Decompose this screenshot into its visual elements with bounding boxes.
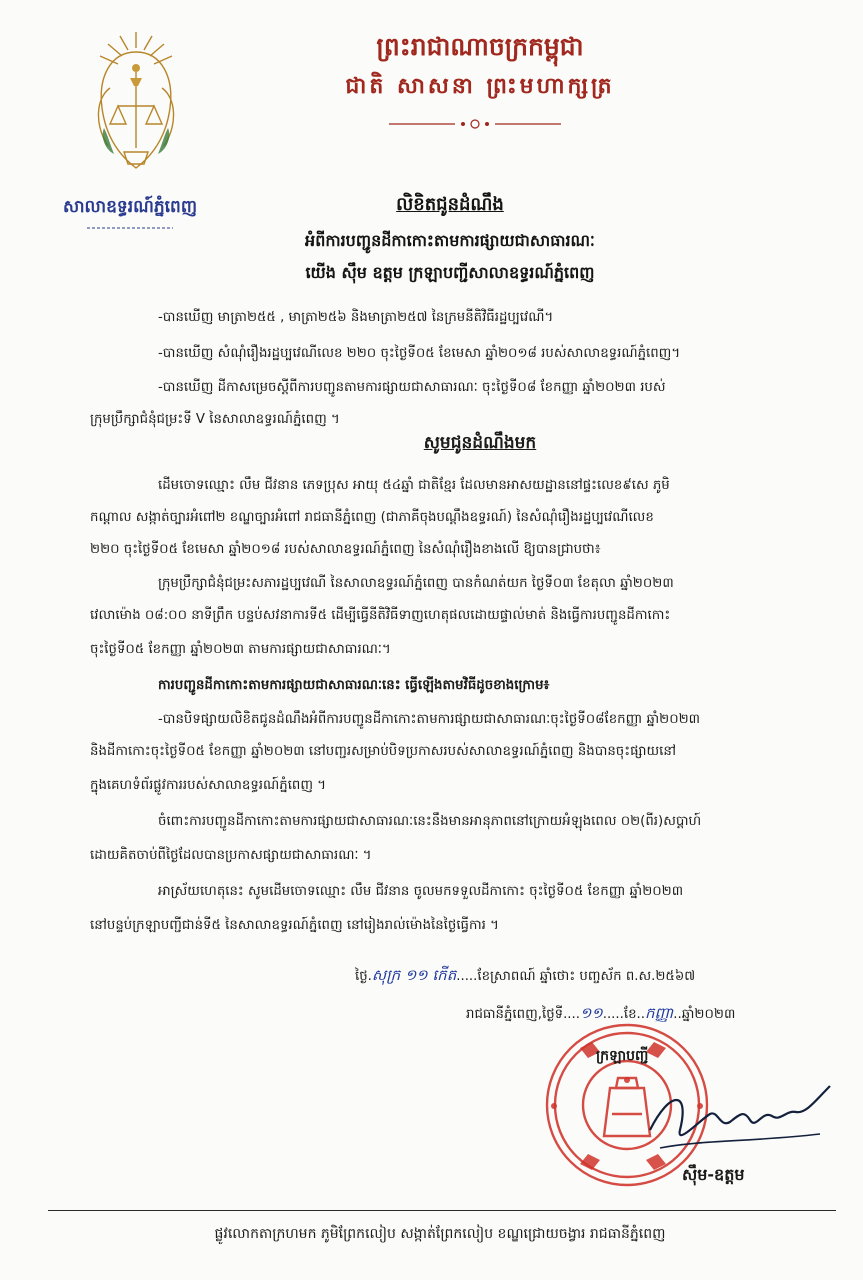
solar-year: ឆ្នាំ២០២៣ — [681, 1007, 736, 1022]
ornament-divider-icon — [85, 224, 175, 232]
court-name: សាលាឧទ្ធរណ៍ភ្នំពេញ — [62, 197, 198, 217]
lunar-date-prefix: ថ្ងៃ — [355, 969, 368, 984]
lunar-date-handwritten: សុក្រ ១១ កើត — [371, 966, 457, 984]
intro-line: ក្រុមប្រឹក្សាជំនុំជម្រះទី V នៃសាលាឧទ្ធរណ៍ភ្នំពេញ ។ — [90, 412, 340, 427]
signer-title: ក្រឡាបញ្ជី — [596, 1048, 649, 1064]
body-line: ដើមចោទឈ្មោះ លឹម ជីវនាន ភេទប្រុស អាយុ ៥៤ឆ្នាំ ជាតិខ្មែរ ដែលមានអាសយដ្ឋាននៅផ្ទះលេខ៩សេ ភូមិ — [158, 478, 670, 493]
body-line: វេលាម៉ោង ០៨:០០ នាទីព្រឹក បន្ទប់សវនាការទី៥ ដើម្បីធ្វើនីតិវិធីទាញហេតុផលដោយផ្ទាល់មាត់ និងធ្វើការបញ្ជូនដីកាកោះ — [90, 608, 671, 623]
intro-line: -បានឃើញ មាត្រា២៥៥ , មាត្រា២៥៦ និងមាត្រា២៥៧ នៃក្រមនីតិវិធីរដ្ឋប្បវេណី។ — [158, 310, 554, 325]
national-motto: ជាតិ សាសនា ព្រះមហាក្សត្រ — [345, 74, 615, 99]
solar-date: រាជធានីភ្នំពេញ,ថ្ងៃទី....១១.....ខែ..កញ្ញា..ឆ្នាំ២០២៣ — [466, 1004, 736, 1022]
body-line: ដោយគិតចាប់ពីថ្ងៃដែលបានប្រកាសផ្សាយជាសាធារណៈ ។ — [90, 848, 372, 863]
footer-divider — [48, 1210, 836, 1211]
body-line: ក្នុងគេហទំព័រផ្លូវការរបស់សាលាឧទ្ធរណ៍ភ្នំពេញ ។ — [90, 778, 327, 793]
document-issuer: យើង ស៊ឹម ឧត្តម ក្រឡាបញ្ជីសាលាឧទ្ធរណ៍ភ្នំពេញ — [305, 263, 595, 282]
court-emblem-icon — [80, 28, 192, 178]
intro-line: -បានឃើញ ដីកាសម្រេចស្តីពីការបញ្ជូនតាមការផ្សាយជាសាធារណៈ ចុះថ្ងៃទី០៨ ខែកញ្ញា ឆ្នាំ២០២៣ របស់ — [158, 380, 666, 395]
ornament-divider-icon — [385, 118, 565, 130]
solar-month-handwritten: កញ្ញា — [645, 1004, 674, 1022]
kingdom-heading: ព្រះរាជាណាចក្រកម្ពុជា — [376, 32, 584, 61]
body-line: ក្រុមប្រឹក្សាជំនុំជម្រះសភារដ្ឋប្បវេណី នៃសាលាឧទ្ធរណ៍ភ្នំពេញ បានកំណត់យក ថ្ងៃទី០៣ ខែតុលា ឆ្នាំ២០២៣ — [158, 576, 674, 591]
solar-date-prefix: រាជធានីភ្នំពេញ,ថ្ងៃទី — [466, 1007, 564, 1022]
solar-day-handwritten: ១១ — [580, 1004, 603, 1022]
body-line: ចុះថ្ងៃទី០៥ ខែកញ្ញា ឆ្នាំ២០២៣ តាមការផ្សាយជាសាធារណៈ។ — [90, 642, 391, 657]
handwritten-signature — [640, 1070, 840, 1160]
lunar-date-suffix: ខែស្រាពណ៍ ឆ្នាំថោះ បញ្ចស័ក ព.ស.២៥៦៧ — [477, 969, 696, 984]
body-line: -បានបិទផ្សាយលិខិតជូនដំណឹងអំពីការបញ្ជូនដីកាកោះតាមការផ្សាយជាសាធារណៈចុះថ្ងៃទី០៨ខែកញ្ញា ឆ្នាំ២០២៣ — [158, 712, 701, 727]
body-line: កណ្តាល សង្កាត់ច្បារអំពៅ២ ខណ្ឌច្បារអំពៅ រាជធានីភ្នំពេញ (ជាភាគីចុងបណ្តឹងឧទ្ធរណ៍) នៃសំណុំរឿងរដ្ឋប្បវេណីលេខ — [90, 510, 654, 525]
footer-address: ផ្លូវលោកតាក្រហមក ភូមិព្រែកលៀប សង្កាត់ព្រែកលៀប ខណ្ឌជ្រោយចង្វារ រាជធានីភ្នំពេញ — [214, 1226, 666, 1242]
body-line: អាស្រ័យហេតុនេះ សូមដើមចោទឈ្មោះ លឹម ជីវនាន ចូលមកទទួលដីកាកោះ ចុះថ្ងៃទី០៥ ខែកញ្ញា ឆ្នាំ២០២៣ — [158, 884, 684, 899]
signer-name: ស៊ឹម-ឧត្តម — [682, 1165, 745, 1184]
body-line: នៅបន្ទប់ក្រឡាបញ្ជីជាន់ទី៥ នៃសាលាឧទ្ធរណ៍ភ្នំពេញ នៅរៀងរាល់ម៉ោងនៃថ្ងៃធ្វើការ ។ — [90, 918, 499, 933]
body-line: ចំពោះការបញ្ជូនដីកាកោះតាមការផ្សាយជាសាធារណៈនេះនឹងមានអានុភាពនៅក្រោយអំឡុងពេល ០២(ពីរ)សប្តាហ៍ — [158, 814, 702, 829]
notice-heading: សូមជូនដំណឹងមក — [423, 433, 537, 453]
body-line: ២២០ ចុះថ្ងៃទី០៥ ខែមេសា ឆ្នាំ២០១៨ របស់សាលាឧទ្ធរណ៍ភ្នំពេញ នៃសំណុំរឿងខាងលើ ឱ្យបានជ្រាបថា៖ — [90, 542, 601, 557]
lunar-date: ថ្ងៃ.សុក្រ ១១ កើត.....ខែស្រាពណ៍ ឆ្នាំថោះ បញ្ចស័ក ព.ស.២៥៦៧ — [355, 966, 696, 984]
body-line: និងដីកាកោះចុះថ្ងៃទី០៥ ខែកញ្ញា ឆ្នាំ២០២៣ នៅបញ្ជរសម្រាប់បិទប្រកាសរបស់សាលាឧទ្ធរណ៍ភ្នំពេញ និងបានចុះផ្សាយនៅ — [90, 744, 677, 759]
document-subject: អំពីការបញ្ជូនដីកាកោះតាមការផ្សាយជាសាធារណៈ — [305, 231, 595, 250]
solar-month-label: ខែ — [623, 1007, 637, 1022]
document-type: លិខិតជូនដំណឹង — [396, 194, 504, 215]
body-line: ការបញ្ជូនដីកាកោះតាមការផ្សាយជាសាធារណៈនេះ ធ្វើឡើងតាមវិធីដូចខាងក្រោម៖ — [158, 678, 550, 693]
intro-line: -បានឃើញ សំណុំរឿងរដ្ឋប្បវេណីលេខ ២២០ ចុះថ្ងៃទី០៥ ខែមេសា ឆ្នាំ២០១៨ របស់សាលាឧទ្ធរណ៍ភ្នំពេញ។ — [158, 346, 681, 361]
